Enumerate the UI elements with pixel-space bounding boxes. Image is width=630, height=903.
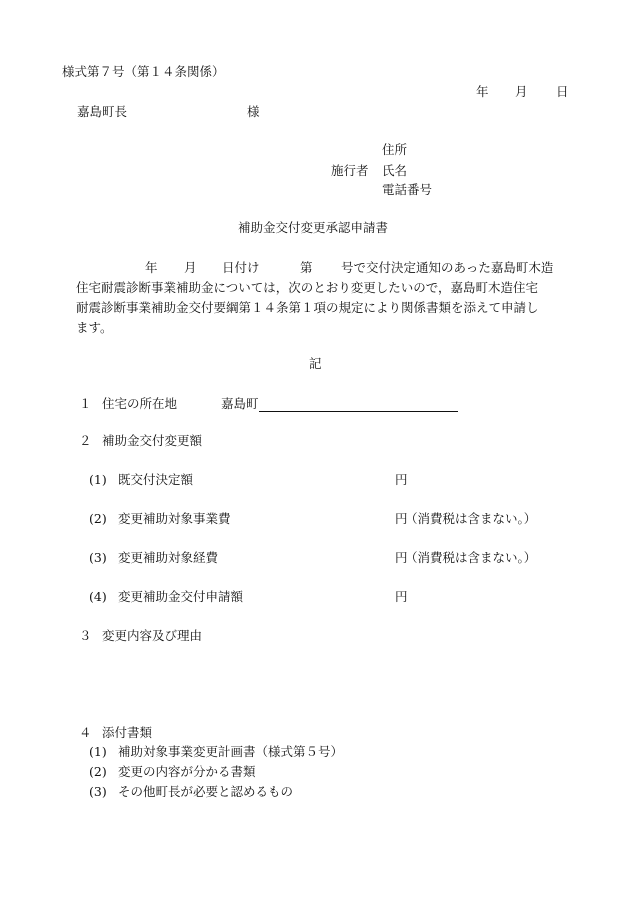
- body-year-label: 年: [145, 260, 158, 275]
- section2-item2-number: (2): [89, 511, 107, 526]
- section2-item4-number: (4): [89, 589, 107, 604]
- addressee-honorific: 様: [247, 104, 260, 119]
- section3-number: ３: [79, 628, 92, 643]
- applicant-phone-label: 電話番号: [382, 182, 433, 197]
- body-line-4: ます。: [76, 320, 113, 335]
- section2-item3-unit: 円: [395, 550, 408, 565]
- section4-number: ４: [79, 725, 92, 740]
- body-line-3: 耐震診断事業補助金交付要綱第１４条第１項の規定により関係書類を添えて申請し: [76, 300, 539, 315]
- body-month-label: 月: [184, 260, 197, 275]
- section4-item3-label: その他町長が必要と認めるもの: [118, 784, 294, 799]
- section2-item2-unit: 円: [395, 511, 408, 526]
- document-title: 補助金交付変更承認申請書: [238, 220, 389, 235]
- ki-heading: 記: [309, 356, 322, 371]
- section4-item2-number: (2): [89, 764, 107, 779]
- addressee-name: 嘉島町長: [77, 104, 128, 119]
- section2-item1-unit: 円: [395, 472, 408, 487]
- section2-item3-label: 変更補助対象経費: [118, 550, 219, 565]
- date-year-label: 年: [476, 84, 489, 99]
- body-line1-rest: 号で交付決定通知のあった嘉島町木造: [341, 260, 554, 275]
- section4-label: 添付書類: [102, 725, 153, 740]
- body-line-2: 住宅耐震診断事業補助金については，次のとおり変更したいので，嘉島町木造住宅: [76, 280, 539, 295]
- section2-item4-label: 変更補助金交付申請額: [118, 589, 244, 604]
- section2-item1-number: (1): [89, 472, 107, 487]
- section2-item2-note: （消費税は含まない。）: [405, 511, 537, 526]
- location-blank-line: [259, 411, 458, 412]
- section2-item3-note: （消費税は含まない。）: [405, 550, 537, 565]
- section4-item1-label: 補助対象事業変更計画書（様式第５号）: [118, 744, 344, 759]
- section2-item1-label: 既交付決定額: [118, 472, 194, 487]
- applicant-address-label: 住所: [382, 142, 408, 157]
- section1-town: 嘉島町: [221, 396, 259, 411]
- section2-item4-unit: 円: [395, 589, 408, 604]
- section3-label: 変更内容及び理由: [102, 628, 203, 643]
- section2-item3-number: (3): [89, 550, 107, 565]
- section4-item2-label: 変更の内容が分かる書類: [118, 764, 256, 779]
- section4-item3-number: (3): [89, 784, 107, 799]
- section1-label: 住宅の所在地: [102, 396, 178, 411]
- applicant-name-label: 氏名: [382, 163, 408, 178]
- date-day-label: 日: [556, 84, 569, 99]
- section2-number: ２: [79, 433, 92, 448]
- section2-label: 補助金交付変更額: [102, 433, 203, 448]
- section2-item2-label: 変更補助対象事業費: [118, 511, 231, 526]
- body-number-prefix: 第: [300, 260, 313, 275]
- form-number: 様式第７号（第１４条関係）: [62, 64, 225, 79]
- applicant-role-label: 施行者: [331, 163, 369, 178]
- body-date-suffix: 日付け: [222, 260, 260, 275]
- section1-number: １: [79, 396, 92, 411]
- date-month-label: 月: [515, 84, 528, 99]
- section4-item1-number: (1): [89, 744, 107, 759]
